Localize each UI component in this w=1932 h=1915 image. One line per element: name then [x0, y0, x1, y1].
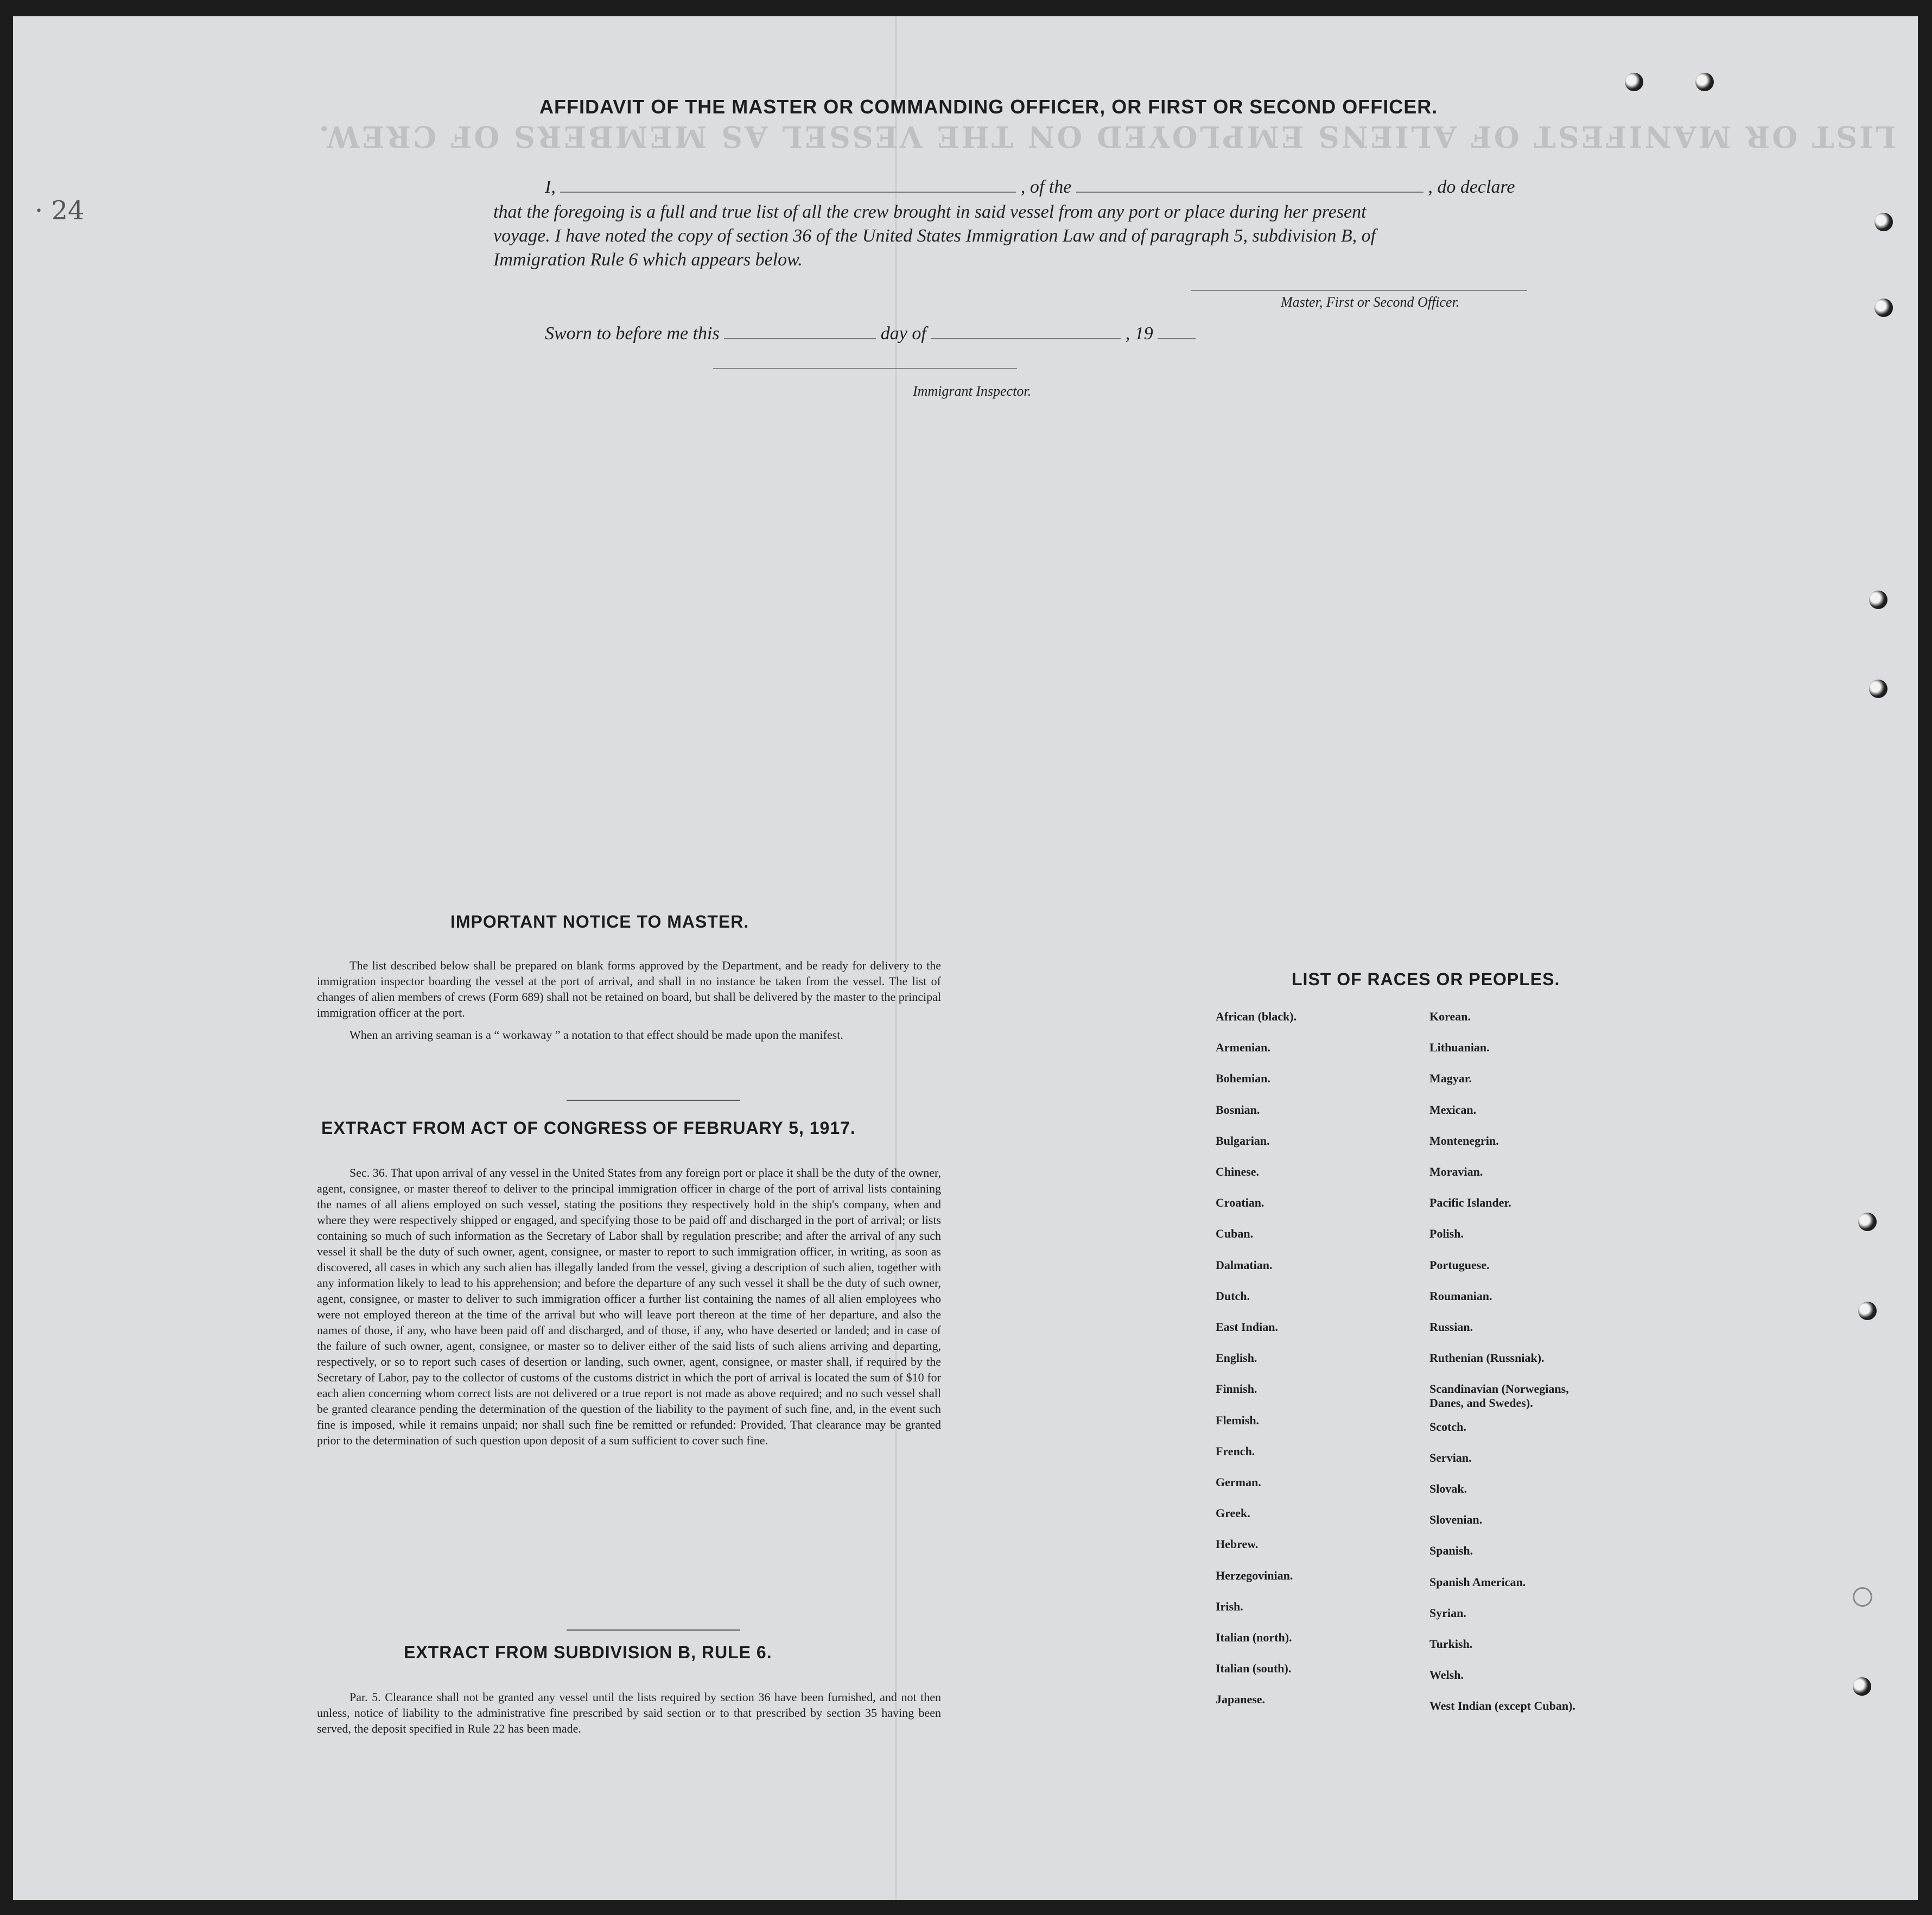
race-item: Hebrew. [1216, 1537, 1259, 1551]
race-item: Mexican. [1429, 1102, 1477, 1117]
race-item: Bulgarian. [1216, 1133, 1270, 1147]
race-item: Pacific Islander. [1429, 1196, 1511, 1210]
notice-text [317, 958, 941, 1049]
notice-title: IMPORTANT NOTICE TO MASTER. [450, 912, 749, 931]
races-title: LIST OF RACES OR PEOPLES. [1292, 969, 1560, 989]
race-item: Herzegovinian. [1216, 1568, 1293, 1582]
race-item: Welsh. [1429, 1668, 1464, 1682]
punch-hole [1869, 591, 1887, 609]
section-divider [567, 1629, 740, 1631]
race-item: Croatian. [1216, 1196, 1264, 1210]
race-item: Chinese. [1216, 1165, 1260, 1178]
race-item: Slovenian. [1429, 1513, 1483, 1527]
race-item: Spanish. [1429, 1544, 1473, 1558]
race-item: Irish. [1216, 1599, 1243, 1613]
act-extract-paragraph: Sec. 36. That upon arrival of any vessel in the United States from any foreign port or place it shall be the duty of the owner, agent, consignee, or master thereof to deliver to the principal immigration officer in charge of the port of arrival lists containing the names of all aliens employed on such vessel, stating the positions they respectively hold in the ship's company, when and where they were respectively shipped or engaged, and specifying those to be paid off and discharged in the port of arrival; or lists containing so much of such information as the Secretary of Labor shall by regulation prescribe; and after the arrival of any such vessel it shall be the duty of such owner, agent, consignee, or master to report to such immigration officer, in writing, as soon as discovered, all cases in which any such alien has illegally landed from the vessel, giving a description of such alien, together with any information likely to lead to his apprehension; and before the departure of any such vessel it shall be the duty of such owner, agent, consignee, or master to deliver to such immigration officer a further list containing the names of all alien employees who were not employed thereon at the time of the arrival but who will leave port thereon at the time of her departure, and also the names of those, if any, who have been paid off and discharged, and of those, if any, who have deserted or landed; and in case of the failure of such owner, agent, consignee, or master so to deliver either of the said lists of such aliens arriving and departing, respectively, or so to report such cases of desertion or landing, such owner, agent, consignee, or master shall, if required by the Secretary of Labor, pay to the collector of customs of the customs district in which the port of arrival is located the sum of $10 for each alien concerning whom correct lists are not delivered or a true report is not made as above required; and no such vessel shall be granted clearance pending the determination of the question of the liability to the payment of such fine, and, in the event such fine is imposed, while it remains unpaid; nor shall such fine be remitted or refunded: Provided, That clearance may be granted prior to the determination of such question upon deposit of a sum sufficient to cover such fine. [317, 1166, 941, 1447]
punch-hole [1869, 680, 1887, 698]
race-item: Dalmatian. [1216, 1258, 1273, 1272]
race-item: Roumanian. [1429, 1289, 1492, 1303]
punch-hole [1853, 1677, 1871, 1696]
race-item: Greek. [1216, 1506, 1250, 1520]
race-item: French. [1216, 1444, 1255, 1458]
race-item: Japanese. [1216, 1692, 1266, 1707]
sworn-year: , 19 [1125, 324, 1153, 344]
act-extract-title: EXTRACT FROM ACT OF CONGRESS OF FEBRUARY 5, 1917. [321, 1118, 856, 1138]
race-item: Dutch. [1216, 1289, 1250, 1303]
race-item: West Indian (except Cuban). [1429, 1699, 1575, 1713]
race-item: Scotch. [1429, 1419, 1466, 1434]
sworn-line [545, 324, 1196, 344]
signature-line [1191, 290, 1527, 291]
race-item: Flemish. [1216, 1413, 1260, 1427]
affidavit-line-2: that the foregoing is a full and true list of all the crew brought in said vessel from any port or place during her present [493, 202, 1367, 222]
notice-paragraph: When an arriving seaman is a “ workaway ” a notation to that effect should be made upon the manifest. [349, 1028, 843, 1042]
races-right-column [1429, 1010, 1657, 1748]
vessel-blank [1076, 192, 1423, 193]
inspector-label: Immigrant Inspector. [913, 383, 1032, 399]
race-item: East Indian. [1216, 1320, 1278, 1334]
sworn-day-blank [724, 338, 876, 339]
punch-hole [1858, 1302, 1877, 1320]
punch-hole [1858, 1213, 1877, 1231]
race-item: Spanish American. [1429, 1575, 1526, 1589]
race-item: Turkish. [1429, 1637, 1473, 1651]
race-item: Korean. [1429, 1010, 1471, 1023]
inspector-line [713, 368, 1017, 369]
affidavit-of-the: , of the [1020, 177, 1072, 197]
races-left-column [1216, 1010, 1422, 1748]
sworn-month-blank [931, 338, 1121, 339]
punch-hole [1695, 73, 1714, 91]
race-item: Lithuanian. [1429, 1041, 1490, 1055]
punch-hole [1874, 299, 1893, 317]
race-item: Bohemian. [1216, 1071, 1270, 1086]
notice-paragraph: The list described below shall be prepared on blank forms approved by the Department, and be ready for delivery to the immigration inspector boarding the vessel at the port of arrival, and shall in no instance be taken from the vessel. The list of changes of alien members of crews (Form 689) shall not be retained on board, but shall be delivered by the master to the principal immigration officer at the port. [317, 959, 941, 1019]
rule-extract-title: EXTRACT FROM SUBDIVISION B, RULE 6. [404, 1643, 772, 1662]
section-divider [567, 1100, 740, 1101]
affidavit-line-4: Immigration Rule 6 which appears below. [493, 250, 803, 270]
affidavit-title: AFFIDAVIT OF THE MASTER OR COMMANDING OFFICER, OR FIRST OR SECOND OFFICER. [539, 96, 1438, 118]
affidavit-declare: , do declare [1428, 177, 1515, 197]
race-item: African (black). [1216, 1010, 1297, 1023]
race-item: Magyar. [1429, 1071, 1472, 1086]
affidavit-line-1 [493, 177, 1524, 198]
punch-hole [1874, 213, 1893, 231]
race-item: Italian (south). [1216, 1662, 1292, 1676]
race-item: Bosnian. [1216, 1102, 1260, 1117]
affidavit-line-3: voyage. I have noted the copy of section 36 of the United States Immigration Law and of paragraph 5, subdivision B, of [493, 226, 1376, 246]
race-item: Portuguese. [1429, 1258, 1490, 1272]
punch-hole [1853, 1587, 1872, 1607]
margin-note: · 24 [35, 195, 85, 226]
punch-hole [1625, 73, 1643, 91]
race-item: Russian. [1429, 1320, 1473, 1334]
race-item: Ruthenian (Russniak). [1429, 1351, 1545, 1365]
race-item: Finnish. [1216, 1382, 1257, 1396]
race-item: German. [1216, 1475, 1261, 1489]
race-item: English. [1216, 1351, 1257, 1365]
affidavit-i: I, [545, 177, 556, 197]
bleed-through-text: LIST OR MANIFEST OF ALIENS EMPLOYED ON THE VESSEL AS MEMBERS OF CREW. [317, 119, 1896, 154]
race-item: Polish. [1429, 1227, 1464, 1241]
race-item: Syrian. [1429, 1606, 1466, 1620]
race-item: Scandinavian (Norwegians, Danes, and Swedes). [1429, 1382, 1569, 1410]
manifest-sheet [13, 16, 1918, 1900]
sworn-prefix: Sworn to before me this [545, 324, 720, 344]
race-item: Servian. [1429, 1450, 1472, 1464]
rule-extract-text [317, 1689, 941, 1743]
race-item: Montenegrin. [1429, 1133, 1499, 1147]
rule-extract-paragraph: Par. 5. Clearance shall not be granted any vessel until the lists required by section 36 have been furnished, and not then unless, notice of liability to the administrative fine prescribed by said section or to that prescribed by section 35 having been served, the deposit specified in Rule 22 has been made. [317, 1690, 941, 1735]
sworn-year-blank [1158, 338, 1196, 339]
race-item: Moravian. [1429, 1165, 1483, 1178]
name-blank [560, 192, 1016, 193]
race-item: Slovak. [1429, 1482, 1467, 1495]
sworn-day-of: day of [880, 324, 926, 344]
race-item: Cuban. [1216, 1227, 1254, 1241]
signature-label: Master, First or Second Officer. [1281, 294, 1460, 310]
race-item: Armenian. [1216, 1041, 1270, 1055]
race-item: Italian (north). [1216, 1631, 1292, 1644]
act-extract-text [317, 1165, 941, 1455]
